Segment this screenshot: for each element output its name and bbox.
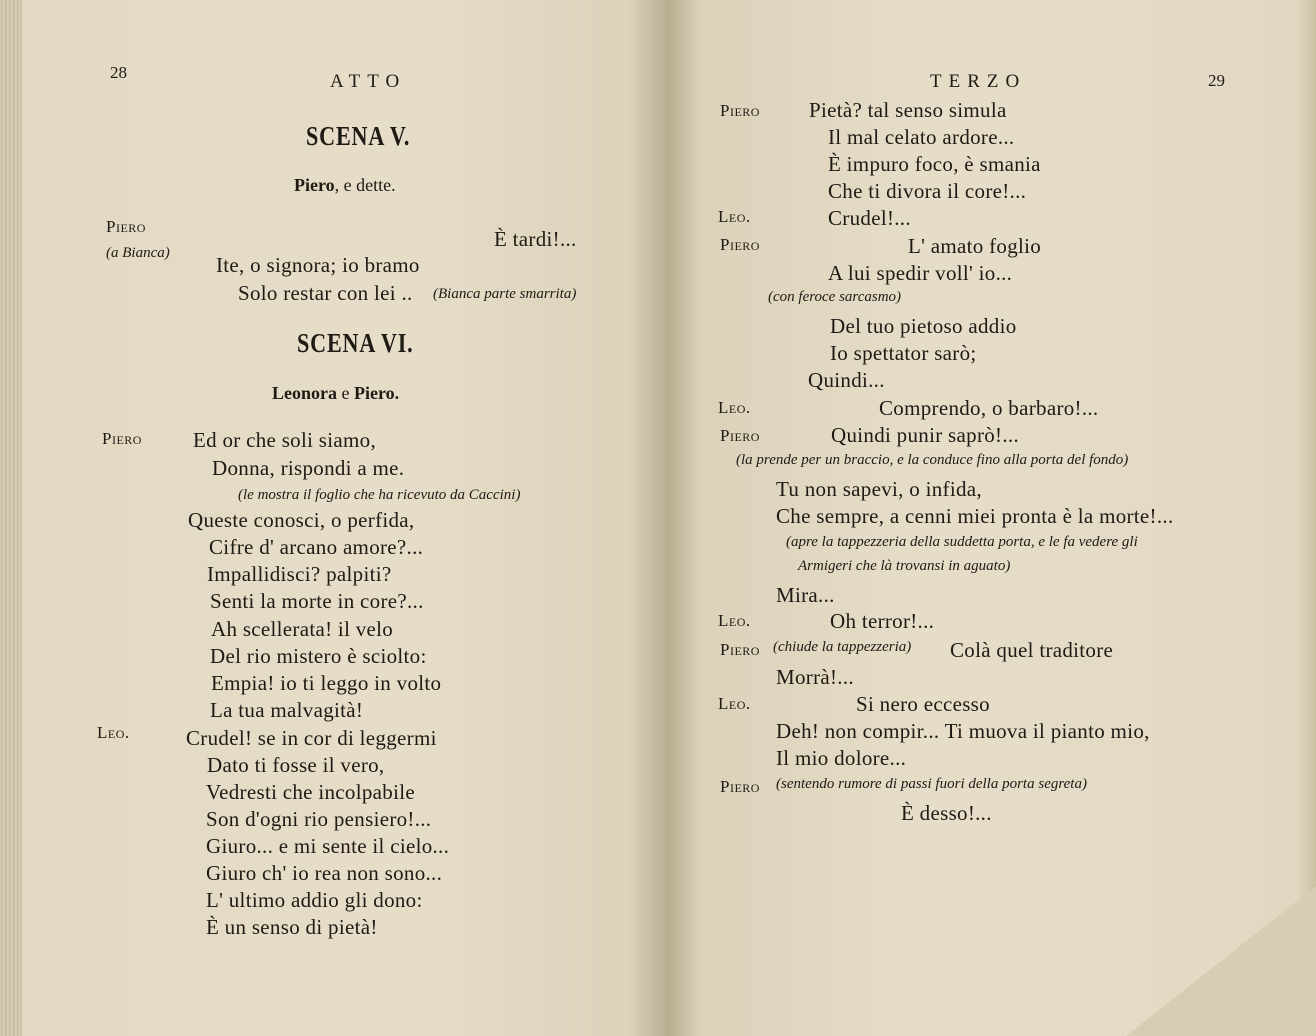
stage-direction: Armigeri che là trovansi in aguato) <box>798 558 1011 574</box>
verse-line: A lui spedir voll' io... <box>828 261 1013 285</box>
verse-line: Ah scellerata! il velo <box>211 617 394 641</box>
verse-line: Empia! io ti leggo in volto <box>211 671 442 695</box>
page-number-left: 28 <box>110 63 127 82</box>
speaker-label: Leo. <box>718 694 751 713</box>
verse-line: Giuro... e mi sente il cielo... <box>206 834 450 858</box>
speaker-label: Piero <box>720 640 760 659</box>
stage-direction: (Bianca parte smarrita) <box>433 286 577 302</box>
stage-direction: (con feroce sarcasmo) <box>768 289 902 305</box>
speaker-label: Piero <box>720 101 760 120</box>
verse-line: Che sempre, a cenni miei pronta è la morte!... <box>776 504 1174 528</box>
verse-line: Si nero eccesso <box>856 692 990 716</box>
verse-line: È un senso di pietà! <box>206 915 378 939</box>
verse-line: Crudel! se in cor di leggermi <box>186 726 437 750</box>
speaker-label: Leo. <box>718 398 751 417</box>
verse-line: L' ultimo addio gli dono: <box>206 888 423 912</box>
verse-line: Del tuo pietoso addio <box>830 314 1017 338</box>
verse-line: Ite, o signora; io bramo <box>216 253 420 277</box>
speaker-label: Piero <box>720 777 760 796</box>
verse-line: Io spettator sarò; <box>830 341 977 365</box>
right-page <box>668 0 1316 1036</box>
verse-line: Comprendo, o barbaro!... <box>879 396 1099 420</box>
verse-line: Morrà!... <box>776 665 854 689</box>
verse-line: Oh terror!... <box>830 609 935 633</box>
speaker-label: Leo. <box>97 723 130 742</box>
verse-line: Son d'ogni rio pensiero!... <box>206 807 432 831</box>
speaker-label: Piero <box>720 426 760 445</box>
verse-line: Crudel!... <box>828 206 911 230</box>
verse-line: È impuro foco, è smania <box>828 152 1041 176</box>
verse-line: Impallidisci? palpiti? <box>207 562 392 586</box>
speaker-label: Piero <box>102 429 142 448</box>
verse-line: Tu non sapevi, o infida, <box>776 477 982 501</box>
verse-line: Deh! non compir... Ti muova il pianto mio, <box>776 719 1150 743</box>
verse-line: È tardi!... <box>494 227 577 251</box>
verse-line: Colà quel traditore <box>950 638 1114 662</box>
verse-line: Senti la morte in core?... <box>210 589 424 613</box>
verse-line: La tua malvagità! <box>210 698 364 722</box>
verse-line: Vedresti che incolpabile <box>206 780 415 804</box>
verse-line: Ed or che soli siamo, <box>193 428 377 452</box>
scena-v-characters: Piero, e dette. <box>294 175 396 195</box>
page-edge <box>0 0 22 1036</box>
stage-direction: (chiude la tappezzeria) <box>773 639 912 655</box>
verse-line: Dato ti fosse il vero, <box>207 753 385 777</box>
speaker-label: Piero <box>106 217 146 236</box>
stage-direction: (apre la tappezzeria della suddetta porta, e le fa vedere gli <box>786 534 1138 550</box>
running-head-left: ATTO <box>330 71 407 92</box>
verse-line: Giuro ch' io rea non sono... <box>206 861 443 885</box>
verse-line: È desso!... <box>901 801 992 825</box>
stage-direction: (sentendo rumore di passi fuori della porta segreta) <box>776 776 1087 792</box>
verse-line: Quindi punir saprò!... <box>831 423 1019 447</box>
scena-vi-characters: Leonora e Piero. <box>272 383 400 403</box>
verse-line: Mira... <box>776 583 835 607</box>
verse-line: Donna, rispondi a me. <box>212 456 405 480</box>
verse-line: Che ti divora il core!... <box>828 179 1027 203</box>
verse-line: L' amato foglio <box>908 234 1042 258</box>
speaker-label: Leo. <box>718 611 751 630</box>
verse-line: Pietà? tal senso simula <box>809 98 1007 122</box>
page-number-right: 29 <box>1208 71 1225 90</box>
verse-line: Cifre d' arcano amore?... <box>209 535 424 559</box>
verse-line: Solo restar con lei .. <box>238 281 413 305</box>
scena-v-title: SCENA V. <box>306 121 411 151</box>
stage-direction: (le mostra il foglio che ha ricevuto da Caccini) <box>238 487 521 503</box>
verse-line: Del rio mistero è sciolto: <box>210 644 427 668</box>
verse-line: Il mal celato ardore... <box>828 125 1015 149</box>
stage-direction: (la prende per un braccio, e la conduce fino alla porta del fondo) <box>736 452 1129 468</box>
verse-line: Il mio dolore... <box>776 746 907 770</box>
speaker-label: Leo. <box>718 207 751 226</box>
running-head-right: TERZO <box>930 71 1027 92</box>
stage-direction: (a Bianca) <box>106 245 170 261</box>
speaker-label: Piero <box>720 235 760 254</box>
verse-line: Queste conosci, o perfida, <box>188 508 415 532</box>
folded-page-corner <box>1126 886 1316 1036</box>
scena-vi-title: SCENA VI. <box>297 328 414 358</box>
verse-line: Quindi... <box>808 368 885 392</box>
